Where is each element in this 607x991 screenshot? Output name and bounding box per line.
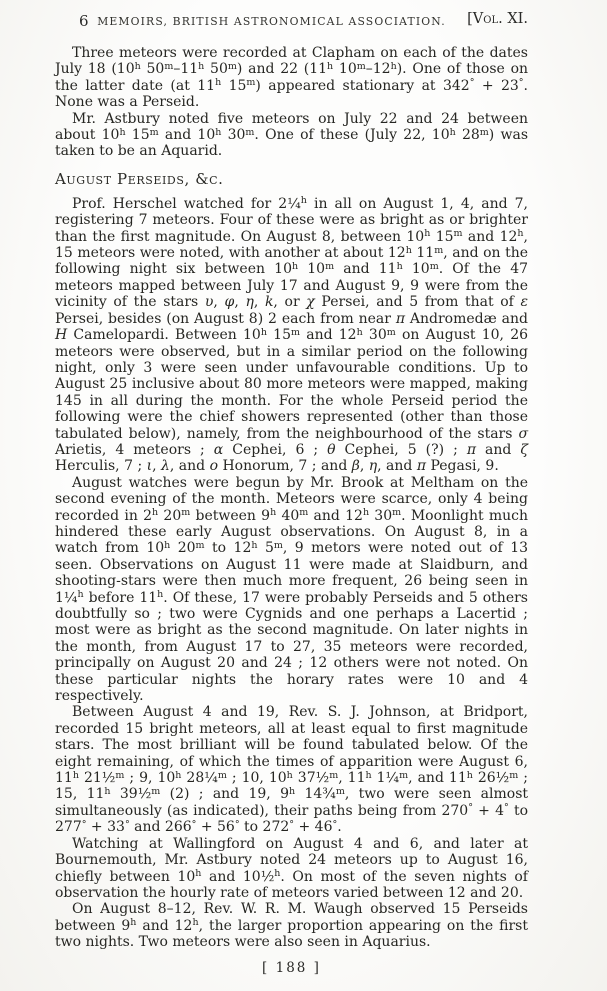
paragraph: Between August 4 and 19, Rev. S. J. Johnson, at Bridport, recorded 15 bright meteors, all at least equal to first magnitude stars. The most brilliant will be found tabulated below. Of the eight remaining, of which the times of apparition were August 6, 11$^h$ 21½$^m$ ; 9, 10$^h$ 28¼$^m$ ; 10, 10$^h$ 37½$^m$, 11$^h$ 1¼$^m$, and 11$^h$ 26½$^m$ ; 15, 11$^h$ 39½$^m$ (2) ; and 19, 9$^h$ 14¾$^m$, two were seen almost simultaneously (as indicated), their paths being from 270° + 4° to 277° + 33° and 266° + 56° to 272° + 46°. bbox=[55, 704, 529, 836]
volume-label: [Vol. XI. bbox=[467, 11, 528, 27]
text-block bbox=[55, 12, 528, 976]
paragraph: Three meteors were recorded at Clapham on each of the dates July 18 (10$^h$ 50$^m$–11$^h$ 50$^m$) and 22 (11$^h$ 10$^m$–12$^h$). One of those on the latter date (at 11$^h$ 15$^m$) appeared stationary at 342° + 23°. None was a Perseid. bbox=[55, 45, 529, 111]
paragraph: On August 8–12, Rev. W. R. M. Waugh observed 15 Perseids between 9$^h$ and 12$^h$, the larger proportion appearing on the first two nights. Two meteors were also seen in Aquarius. bbox=[55, 901, 528, 951]
page-number: 6 bbox=[79, 12, 89, 30]
paragraph: Watching at Wallingford on August 4 and 6, and later at Bournemouth, Mr. Astbury noted 24 meteors up to August 16, chiefly between 10$^h$ and 10½$^h$. On most of the seven nights of observation the hourly rate of meteors varied between 12 and 20. bbox=[55, 835, 528, 901]
page-header bbox=[55, 12, 528, 30]
running-title: MEMOIRS, BRITISH ASTRONOMICAL ASSOCIATION. bbox=[97, 15, 446, 28]
folio-number: [ 188 ] bbox=[262, 959, 321, 976]
paragraph: Prof. Herschel watched for 2¼$^h$ in all on August 1, 4, and 7, registering 7 meteors. Four of these were as bright as or brighter than the first magnitude. On August 8, between 10$^h$ 15$^m$ and 12$^h$, 15 meteors were noted, with another at about 12$^h$ 11$^m$, and on the following night six between 10$^h$ 10$^m$ and 11$^h$ 10$^m$. Of the 47 meteors mapped between July 17 and August 9, 9 were from the vicinity of the stars υ, φ, η, k, or χ Persei, and 5 from that of ε Persei, besides (on August 8) 2 each from near π Andromedæ and H Camelopardi. Between 10$^h$ 15$^m$ and 12$^h$ 30$^m$ on August 10, 26 meteors were observed, but in a similar period on the following night, only 3 were seen under unfavourable conditions. Up to August 25 inclusive about 80 more meteors were mapped, making 145 in all during the month. For the whole Perseid period the following were the chief showers represented (other than those tabulated below), namely, from the neighbourhood of the stars σ Arietis, 4 meteors ; α Cephei, 6 ; θ Cephei, 5 (?) ; π and ζ Herculis, 7 ; ι, λ, and o Honorum, 7 ; and β, η, and π Pegasi, 9. bbox=[55, 195, 529, 475]
section-heading: August Perseids, &c. bbox=[55, 169, 224, 188]
paragraph: Mr. Astbury noted five meteors on July 22 and 24 between about 10$^h$ 15$^m$ and 10$^h$ 30$^m$. One of these (July 22, 10$^h$ 28$^m$) was taken to be an Aquarid. bbox=[55, 110, 529, 160]
paragraph: August watches were begun by Mr. Brook at Meltham on the second evening of the month. Meteors were scarce, only 4 being recorded in 2$^h$ 20$^m$ between 9$^h$ 40$^m$ and 12$^h$ 30$^m$. Moonlight much hindered these early August observations. On August 8, in a watch from 10$^h$ 20$^m$ to 12$^h$ 5$^m$, 9 metors were noted out of 13 seen. Observations on August 11 were made at Slaidburn, and shooting-stars were then much more frequent, 26 being seen in 1¼$^h$ before 11$^h$. Of these, 17 were probably Perseids and 5 others doubtfully so ; two were Cygnids and one perhaps a Lacertid ; most were as bright as the second magnitude. On later nights in the month, from August 17 to 27, 35 meteors were recorded, principally on August 20 and 24 ; 12 others were not noted. On these particular nights the horary rates were 10 and 4 respectively. bbox=[55, 474, 529, 705]
page-body bbox=[55, 45, 528, 951]
page-footer bbox=[55, 960, 528, 976]
